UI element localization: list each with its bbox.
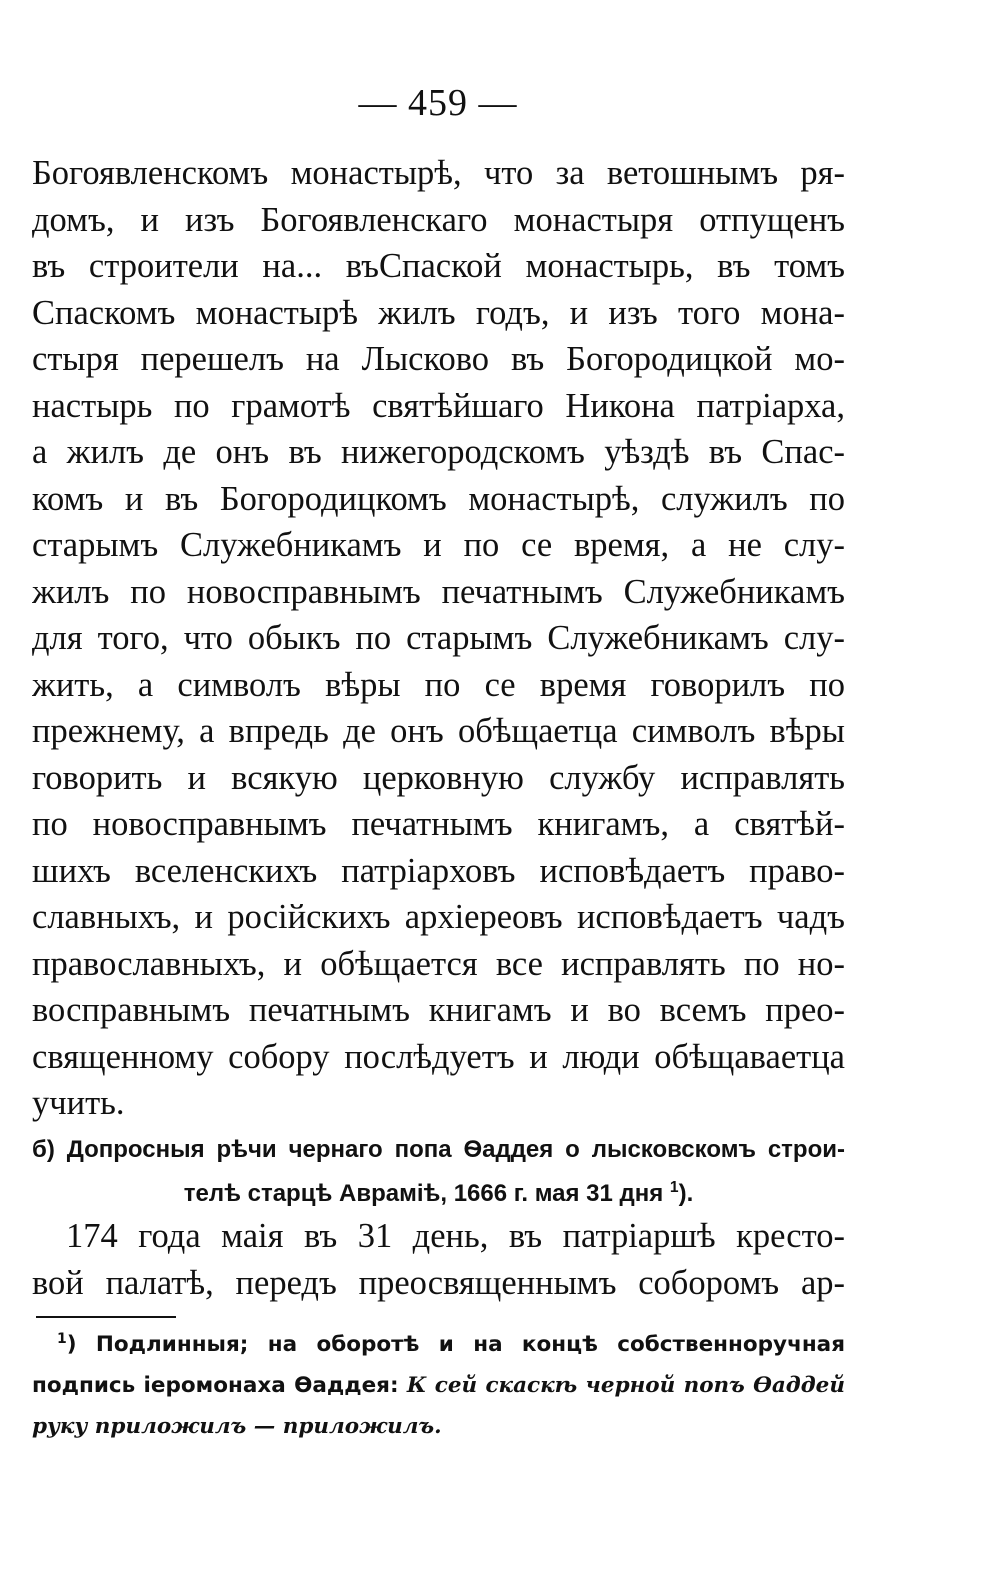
- text-line: Богоявленскомъ монастырѣ, что за ветошнымъ ря-: [32, 154, 845, 192]
- footnote-marker: 1: [57, 1330, 67, 1347]
- footnote-italic-text: К сей скаскѣ черной попъ Ѳаддей: [406, 1373, 845, 1398]
- text-line: учить.: [32, 1084, 125, 1122]
- footnote-line-text: ) Подлинныя; на оборотѣ и на концѣ собственноручная: [66, 1332, 845, 1357]
- heading-line-end: ).: [678, 1180, 694, 1207]
- text-line: домъ, и изъ Богоявленскаго монастыря отпущенъ: [32, 200, 845, 239]
- text-line: стыря перешелъ на Лысково въ Богородицкой мо-: [32, 340, 845, 378]
- footnote-reference: 1: [669, 1179, 679, 1196]
- text-line: 174 года маія въ 31 день, въ патріаршѣ кресто-: [66, 1217, 845, 1255]
- text-line: православныхъ, и обѣщается все исправлять по но-: [32, 944, 845, 983]
- footnote-line-text: подпись іеромонаха Ѳаддея:: [32, 1373, 407, 1398]
- text-line: вой палатѣ, передъ преосвященнымъ соборомъ ар-: [32, 1263, 845, 1302]
- text-line: восправнымъ печатнымъ книгамъ и во всемъ прео-: [32, 991, 845, 1029]
- text-line: священному собору послѣдуетъ и люди обѣщаваетца: [32, 1037, 845, 1076]
- text-line: настырь по грамотѣ святѣйшаго Никона патріарха,: [32, 386, 845, 425]
- heading-line-text: телѣ старцѣ Аврамiѣ, 1666 г. мая 31 дня: [183, 1180, 664, 1207]
- text-line: говорить и всякую церковную службу исправлять: [32, 758, 845, 797]
- footnote: [32, 1324, 845, 1447]
- footnote-italic-text: руку приложилъ — приложилъ.: [32, 1414, 442, 1439]
- footnote-line: [32, 1365, 845, 1406]
- text-line: жилъ по новосправнымъ печатнымъ Служебникамъ: [32, 572, 845, 611]
- footnote-divider: [36, 1316, 176, 1318]
- text-line: комъ и въ Богородицкомъ монастырѣ, служилъ по: [32, 479, 845, 518]
- text-line: прежнему, а впредь де онъ обѣщаетца символъ вѣры: [32, 712, 845, 750]
- text-line: славныхъ, и російскихъ архіереовъ исповѣдаетъ чадъ: [32, 898, 845, 936]
- text-line: старымъ Служебникамъ и по се время, а не слу-: [32, 526, 845, 564]
- body-text: [32, 150, 845, 1127]
- text-line: жить, а символъ вѣры по се время говорилъ по: [32, 665, 845, 704]
- page-number: — 459 —: [358, 82, 518, 124]
- section-text: [32, 1213, 845, 1306]
- text-line: по новосправнымъ печатнымъ книгамъ, а святѣй-: [32, 805, 845, 843]
- section-heading: [32, 1128, 845, 1216]
- text-line: а жилъ де онъ въ нижегородскомъ уѣздѣ въ Спас-: [32, 433, 845, 471]
- text-line: Спаскомъ монастырѣ жилъ годъ, и изъ того мона-: [32, 293, 845, 332]
- footnote-line: [32, 1324, 845, 1365]
- text-line: въ строители на... въСпаской монастырь, въ томъ: [32, 247, 845, 285]
- text-line: шихъ вселенскихъ патріарховъ исповѣдаетъ право-: [32, 851, 845, 890]
- heading-line: б) Допросныя рѣчи чернаго попа Ѳаддея о лысковскомъ строи-: [32, 1136, 845, 1163]
- text-line: для того, что обыкъ по старымъ Служебникамъ слу-: [32, 619, 845, 657]
- heading-line: [32, 1172, 845, 1216]
